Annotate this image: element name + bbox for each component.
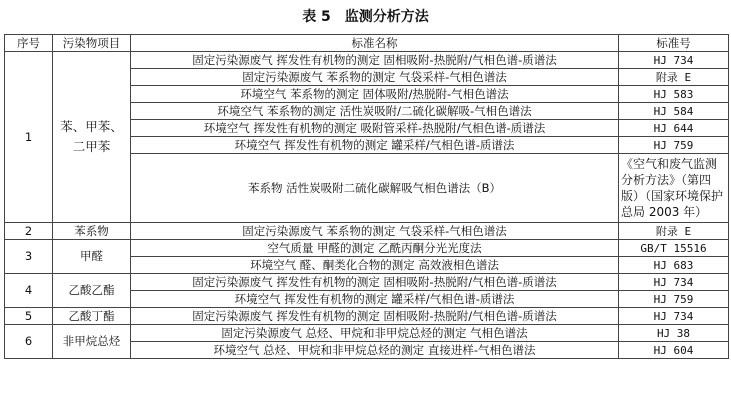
standard-code: HJ 683 — [619, 257, 729, 274]
standard-name: 固定污染源废气 挥发性有机物的测定 固相吸附-热脱附/气相色谱-质谱法 — [131, 274, 619, 291]
standard-code: GB/T 15516 — [619, 240, 729, 257]
standard-name: 环境空气 挥发性有机物的测定 罐采样/气相色谱-质谱法 — [131, 137, 619, 154]
standard-name: 固定污染源废气 苯系物的测定 气袋采样-气相色谱法 — [131, 69, 619, 86]
header-standard-name: 标准名称 — [131, 35, 619, 52]
standard-name: 固定污染源废气 总烃、甲烷和非甲烷总烃的测定 气相色谱法 — [131, 325, 619, 342]
pollutant-name: 苯系物 — [53, 223, 131, 240]
row-number: 1 — [5, 52, 53, 223]
standard-name: 固定污染源废气 挥发性有机物的测定 固相吸附-热脱附/气相色谱-质谱法 — [131, 52, 619, 69]
pollutant-name: 甲醛 — [53, 240, 131, 274]
standard-code: HJ 583 — [619, 86, 729, 103]
methods-table — [4, 34, 729, 359]
header-standard-code: 标准号 — [619, 35, 729, 52]
header-row — [5, 35, 729, 52]
standard-name: 环境空气 总烃、甲烷和非甲烷总烃的测定 直接进样-气相色谱法 — [131, 342, 619, 359]
table-row — [5, 223, 729, 240]
standard-code: 附录 E — [619, 69, 729, 86]
table-row — [5, 325, 729, 342]
standard-code: 附录 E — [619, 223, 729, 240]
row-number: 5 — [5, 308, 53, 325]
pollutant-name: 非甲烷总烃 — [53, 325, 131, 359]
standard-name: 苯系物 活性炭吸附二硫化碳解吸气相色谱法（B） — [131, 154, 619, 223]
standard-code: HJ 759 — [619, 137, 729, 154]
header-no: 序号 — [5, 35, 53, 52]
table-row — [5, 240, 729, 257]
row-number: 2 — [5, 223, 53, 240]
header-pollutant: 污染物项目 — [53, 35, 131, 52]
table-row — [5, 308, 729, 325]
standard-name: 固定污染源废气 苯系物的测定 气袋采样-气相色谱法 — [131, 223, 619, 240]
standard-name: 环境空气 苯系物的测定 固体吸附/热脱附-气相色谱法 — [131, 86, 619, 103]
standard-code: HJ 759 — [619, 291, 729, 308]
standard-code: HJ 734 — [619, 274, 729, 291]
standard-code: HJ 38 — [619, 325, 729, 342]
table-row — [5, 52, 729, 69]
standard-name: 环境空气 苯系物的测定 活性炭吸附/二硫化碳解吸-气相色谱法 — [131, 103, 619, 120]
standard-name: 空气质量 甲醛的测定 乙酰丙酮分光光度法 — [131, 240, 619, 257]
row-number: 3 — [5, 240, 53, 274]
pollutant-name: 乙酸乙酯 — [53, 274, 131, 308]
standard-code: 《空气和废气监测分析方法》（第四版）（国家环境保护总局 2003 年） — [619, 154, 729, 223]
row-number: 4 — [5, 274, 53, 308]
row-number: 6 — [5, 325, 53, 359]
standard-name: 环境空气 醛、酮类化合物的测定 高效液相色谱法 — [131, 257, 619, 274]
standard-name: 环境空气 挥发性有机物的测定 吸附管采样-热脱附/气相色谱-质谱法 — [131, 120, 619, 137]
standard-code: HJ 584 — [619, 103, 729, 120]
standard-name: 固定污染源废气 挥发性有机物的测定 固相吸附-热脱附/气相色谱-质谱法 — [131, 308, 619, 325]
standard-code: HJ 644 — [619, 120, 729, 137]
table-title: 表 5 监测分析方法 — [302, 9, 429, 25]
pollutant-name: 乙酸丁酯 — [53, 308, 131, 325]
standard-code: HJ 604 — [619, 342, 729, 359]
standard-code: HJ 734 — [619, 52, 729, 69]
standard-code: HJ 734 — [619, 308, 729, 325]
table-row — [5, 274, 729, 291]
pollutant-name: 苯、甲苯、二甲苯 — [53, 52, 131, 223]
standard-name: 环境空气 挥发性有机物的测定 罐采样/气相色谱-质谱法 — [131, 291, 619, 308]
